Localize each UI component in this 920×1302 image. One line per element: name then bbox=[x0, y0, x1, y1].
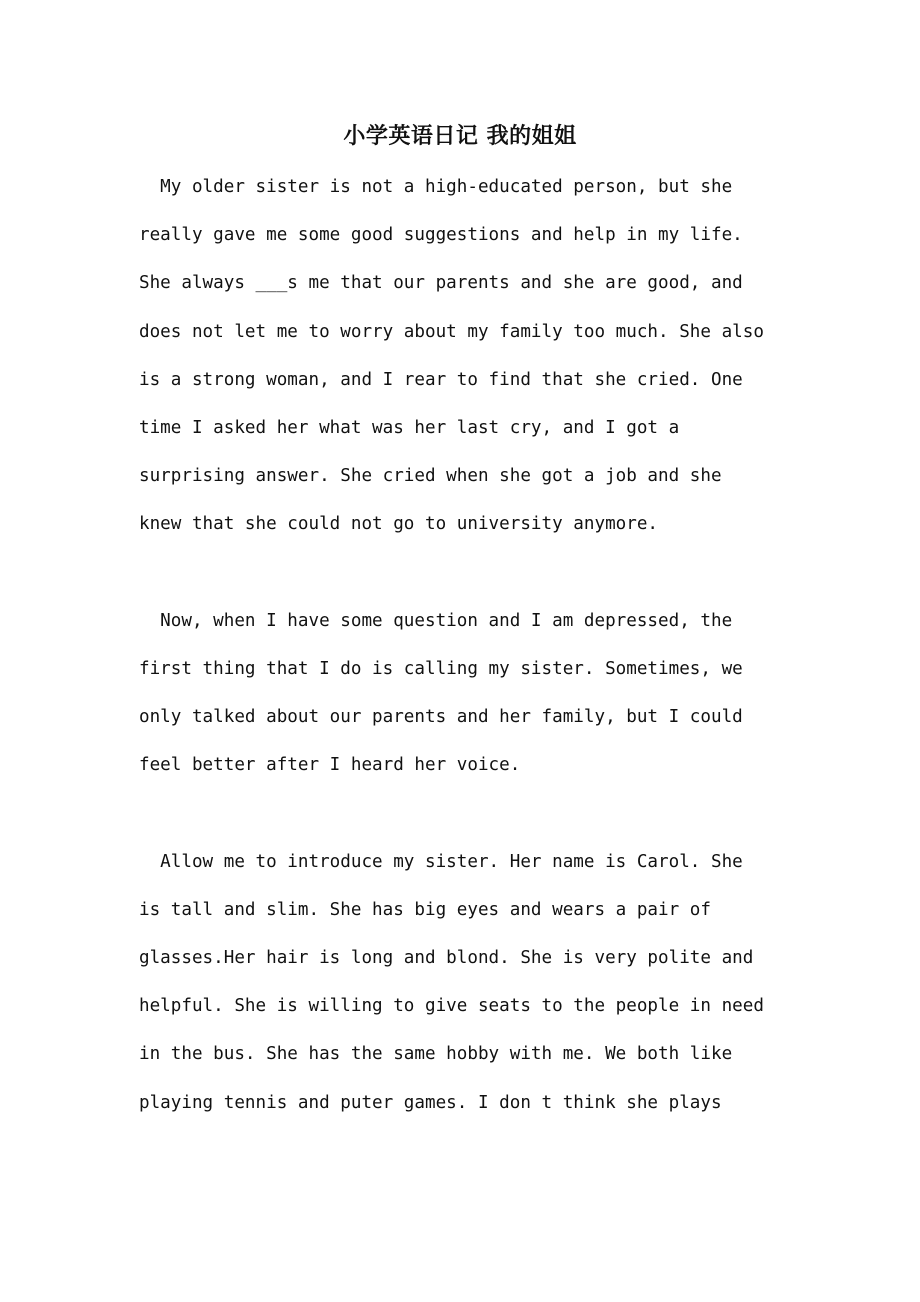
text-line: only talked about our parents and her family, but I could bbox=[139, 707, 743, 728]
text-line: helpful. She is willing to give seats to the people in need bbox=[139, 996, 764, 1017]
text-line: really gave me some good suggestions and help in my life. bbox=[139, 225, 743, 246]
text-line: playing tennis and puter games. I don t think she plays bbox=[139, 1092, 722, 1113]
text-line: Allow me to introduce my sister. Her name is Carol. She bbox=[139, 851, 743, 872]
page-title: 小学英语日记 我的姐姐 bbox=[343, 123, 577, 149]
text-line: does not let me to worry about my family too much. She also bbox=[139, 321, 764, 342]
text-line: time I asked her what was her last cry, and I got a bbox=[139, 417, 680, 438]
paragraph-spacer bbox=[139, 549, 799, 597]
paragraph-1 bbox=[139, 163, 799, 549]
text-line: is tall and slim. She has big eyes and wears a pair of bbox=[139, 899, 711, 920]
paragraph-spacer bbox=[139, 789, 799, 837]
text-line: in the bus. She has the same hobby with me. We both like bbox=[139, 1044, 733, 1065]
text-line: feel better after I heard her voice. bbox=[139, 755, 521, 776]
text-line: first thing that I do is calling my sister. Sometimes, we bbox=[139, 658, 743, 679]
text-line: My older sister is not a high-educated person, but she bbox=[139, 177, 733, 197]
document-body bbox=[139, 163, 799, 1127]
text-line: knew that she could not go to university anymore. bbox=[139, 514, 659, 535]
text-line: is a strong woman, and I rear to find that she cried. One bbox=[139, 369, 743, 390]
paragraph-3 bbox=[139, 838, 799, 1127]
text-line: She always ___s me that our parents and she are good, and bbox=[139, 273, 743, 294]
text-line: Now, when I have some question and I am depressed, the bbox=[139, 610, 733, 631]
paragraph-2 bbox=[139, 597, 799, 790]
text-line: surprising answer. She cried when she got a job and she bbox=[139, 466, 722, 487]
text-line: glasses.Her hair is long and blond. She is very polite and bbox=[139, 948, 754, 968]
